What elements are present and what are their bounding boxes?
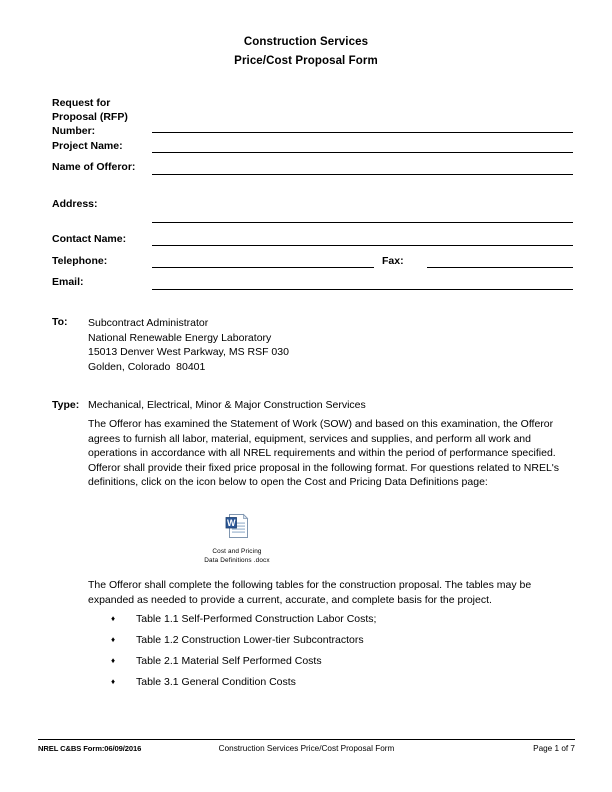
to-address-line-3: 15013 Denver West Parkway, MS RSF 030	[88, 346, 289, 359]
list-item	[108, 612, 528, 633]
attachment-caption-line-2: Data Definitions .docx	[204, 556, 270, 564]
attachment-caption-line-1: Cost and Pricing	[212, 548, 262, 555]
bullet-diamond-icon: ♦	[111, 677, 116, 686]
to-address-block	[88, 316, 289, 374]
address-input-line[interactable]	[152, 222, 573, 223]
to-address-line-2: National Renewable Energy Laboratory	[88, 331, 272, 344]
bullet-diamond-icon: ♦	[111, 614, 116, 623]
bullet-diamond-icon: ♦	[111, 635, 116, 644]
title-line-2: Price/Cost Proposal Form	[234, 55, 378, 67]
project-name-input-line[interactable]	[152, 152, 573, 153]
rfp-number-label-line3: Number:	[52, 125, 96, 137]
name-of-offeror-label: Name of Offeror:	[52, 161, 136, 173]
list-item	[108, 654, 528, 675]
contact-name-label: Contact Name:	[52, 233, 127, 245]
tables-intro-paragraph: The Offeror shall complete the following tables for the construction proposal. The tables may be expanded as needed to provide a current, accurate, and complete basis for the project.	[88, 579, 532, 606]
word-document-icon[interactable]	[222, 512, 252, 542]
attachment-caption	[196, 548, 278, 565]
page-footer	[38, 744, 575, 758]
fax-label: Fax:	[382, 255, 404, 267]
email-label: Email:	[52, 276, 84, 288]
title-line-1: Construction Services	[243, 36, 369, 48]
svg-text:W: W	[227, 517, 236, 528]
list-item-label: Table 2.1 Material Self Performed Costs	[136, 655, 322, 667]
list-item-label: Table 1.2 Construction Lower-tier Subcontractors	[136, 634, 364, 646]
bullet-diamond-icon: ♦	[111, 656, 116, 665]
cost-pricing-attachment[interactable]	[196, 512, 278, 565]
email-input-line[interactable]	[152, 289, 573, 290]
telephone-input-line[interactable]	[152, 267, 374, 268]
contact-name-input-line[interactable]	[152, 245, 573, 246]
footer-title: Construction Services Price/Cost Proposal Form	[218, 744, 395, 753]
page-title	[0, 33, 612, 71]
type-description-paragraph: The Offeror has examined the Statement of Work (SOW) and based on this examination, the Offeror agrees to furnish all labor, material, equipment, services and supplies, and perform all work and operations in accordance with all NREL requirements and within the period of performance specified. Offeror shall provide their fixed price proposal in the following format. For questions related to NREL's definitions, click on the icon below to open the Cost and Pricing Data Definitions page:	[88, 418, 560, 489]
rfp-number-input-line[interactable]	[152, 132, 573, 133]
telephone-label: Telephone:	[52, 255, 108, 267]
type-label: Type:	[52, 399, 80, 411]
type-value: Mechanical, Electrical, Minor & Major Construction Services	[88, 399, 366, 411]
rfp-number-label-line1: Request for	[52, 97, 111, 109]
rfp-number-label-line2: Proposal (RFP)	[52, 111, 128, 123]
list-item-label: Table 1.1 Self-Performed Construction Labor Costs;	[136, 613, 377, 625]
to-label: To:	[52, 316, 68, 328]
to-address-line-4: Golden, Colorado 80401	[88, 360, 206, 373]
project-name-label: Project Name:	[52, 140, 123, 152]
to-address-line-1: Subcontract Administrator	[88, 317, 209, 329]
footer-divider	[38, 739, 575, 740]
list-item-label: Table 3.1 General Condition Costs	[136, 676, 296, 688]
address-label: Address:	[52, 198, 98, 210]
footer-page-number: Page 1 of 7	[533, 744, 575, 753]
footer-form-id: NREL C&BS Form:06/09/2016	[38, 744, 142, 753]
list-item	[108, 675, 528, 696]
name-of-offeror-input-line[interactable]	[152, 174, 573, 175]
table-list	[108, 612, 528, 696]
fax-input-line[interactable]	[427, 267, 573, 268]
list-item	[108, 633, 528, 654]
